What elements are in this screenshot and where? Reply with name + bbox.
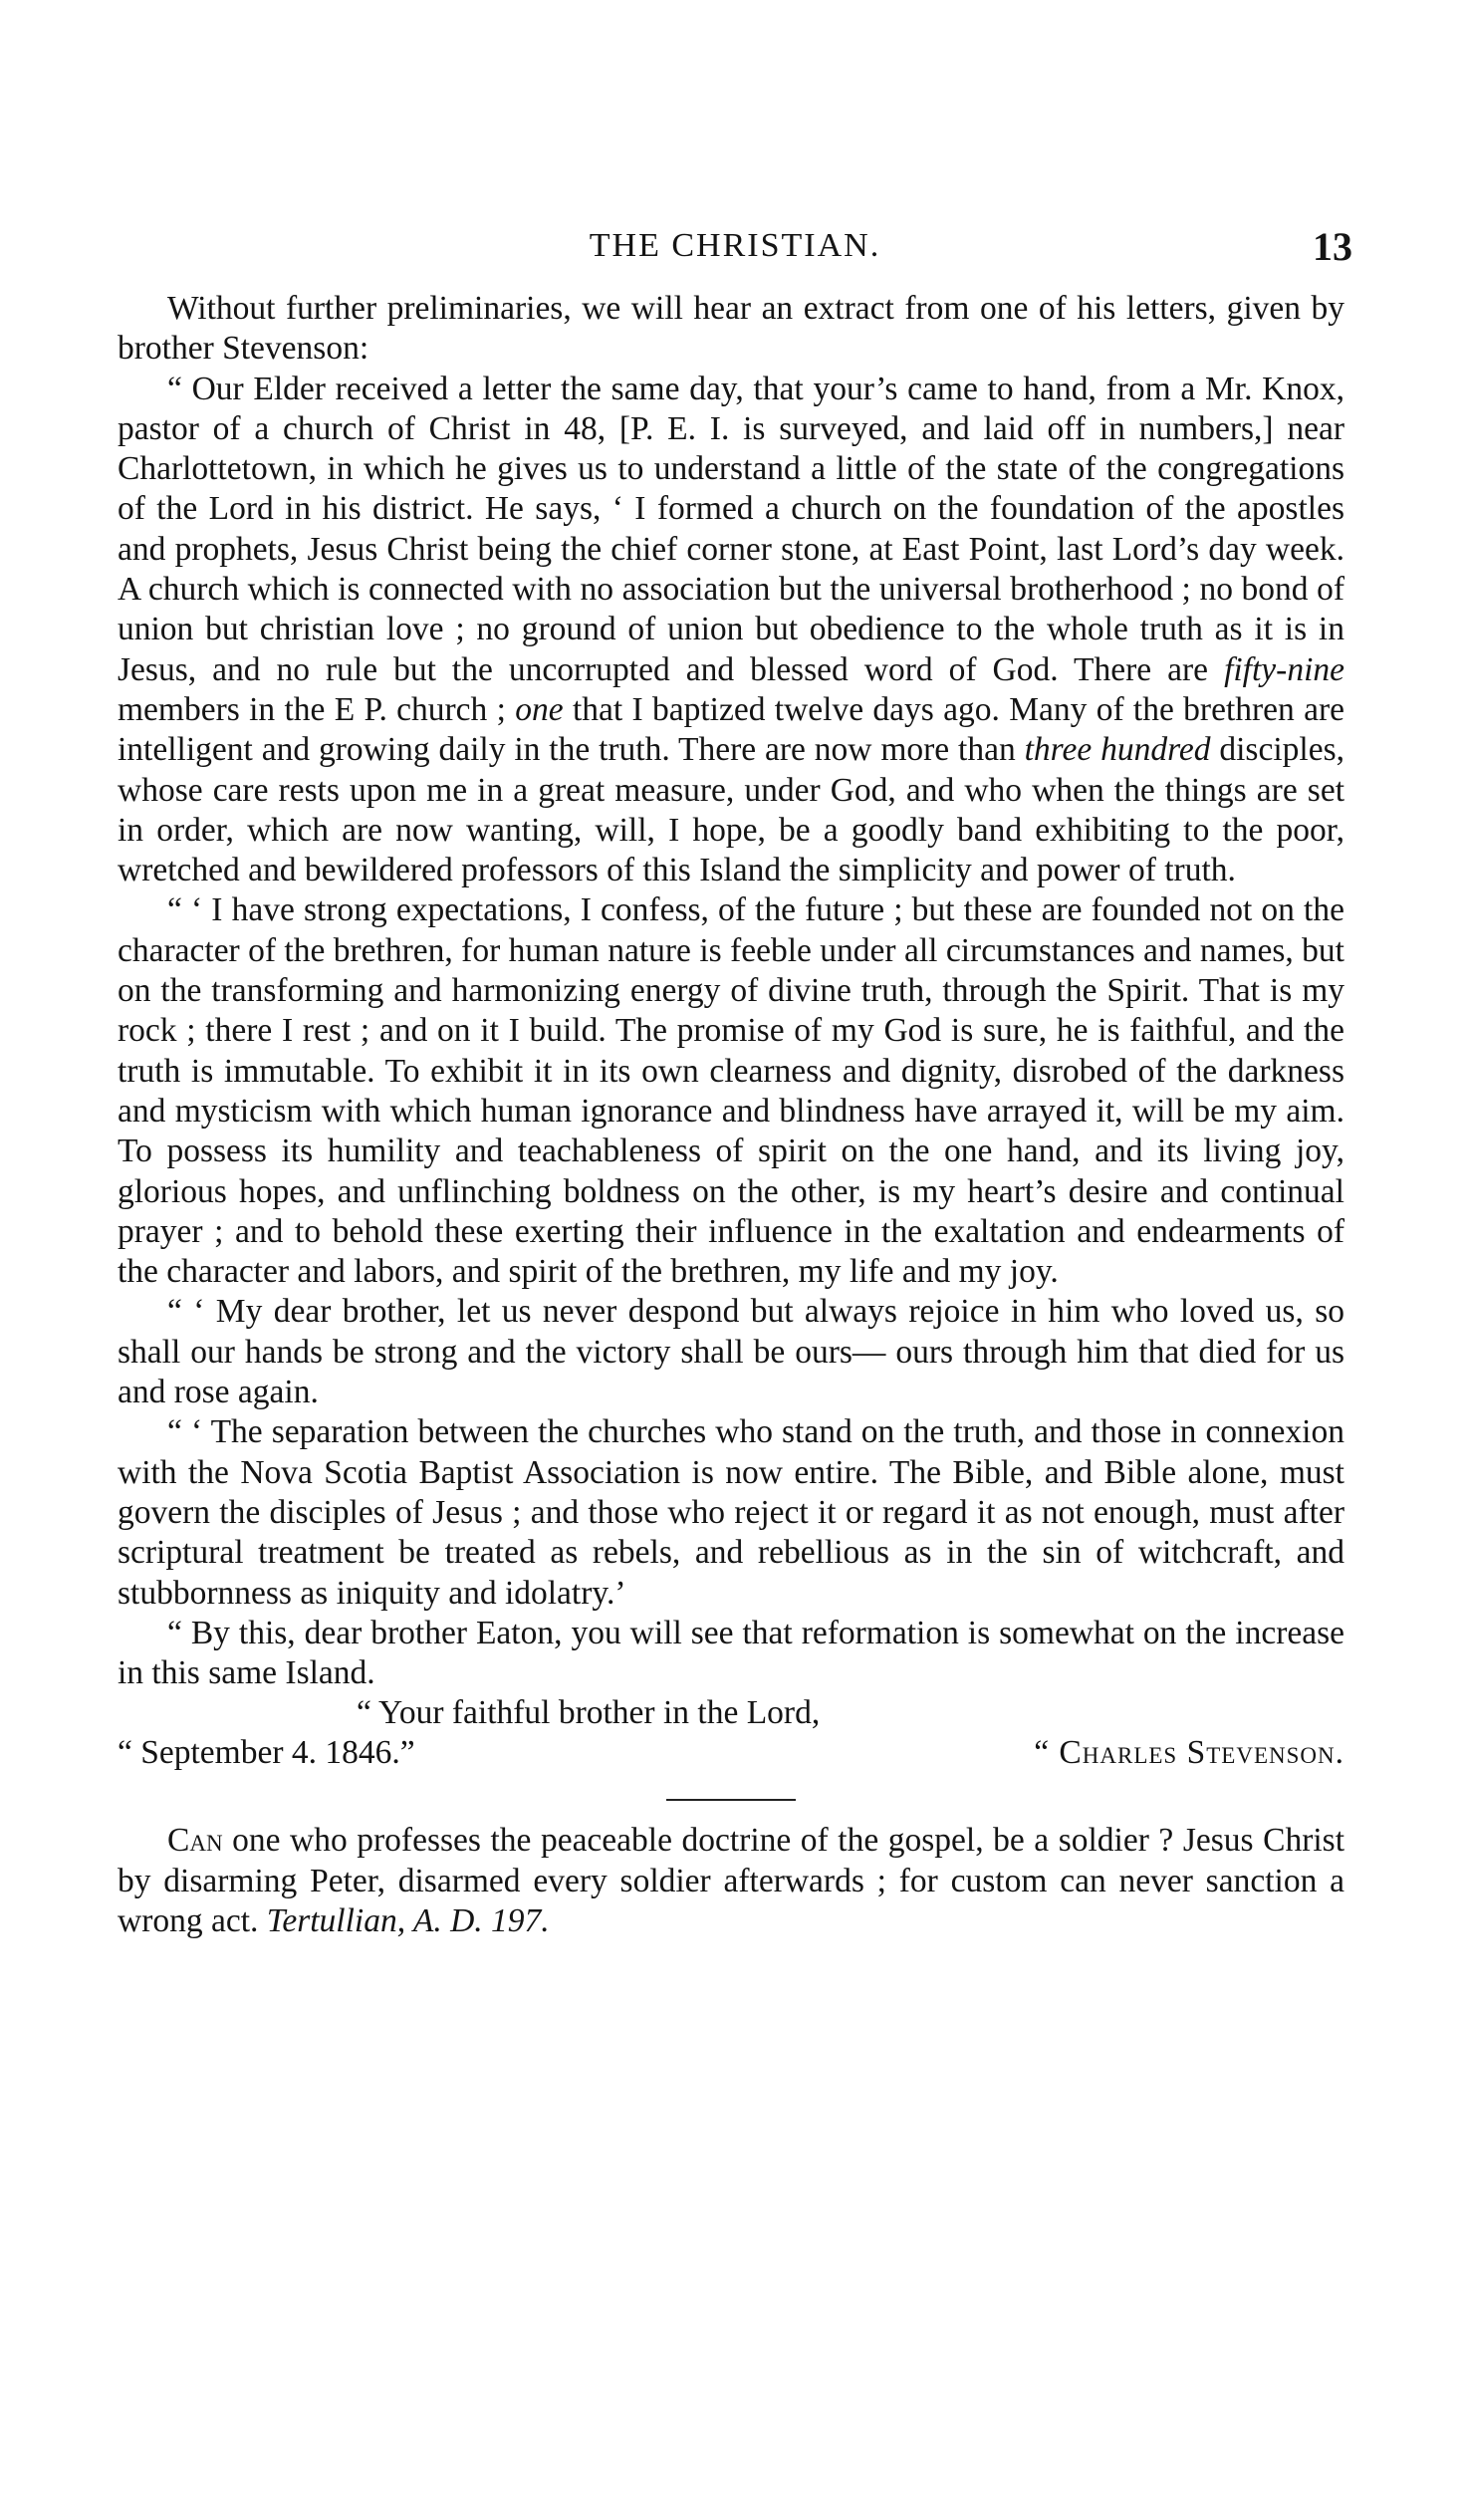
quotation-lead-word: Can: [167, 1822, 223, 1860]
quotation-block: [118, 1821, 1344, 1941]
letter-closing: [118, 1693, 1344, 1733]
letter-signature: “ Charles Stevenson.: [1034, 1734, 1344, 1772]
running-head: THE CHRISTIAN.: [589, 227, 881, 264]
letter-paragraph-4: “ ‘ The separation between the churches who stand on the truth, and those in connexion with the Nova Scotia Baptist Association is now entire. The Bible, and Bible alone, must govern the disciples of Jesus ; and those who reject it or regard it as not enough, must after scriptural treatment be treated as rebels, and rebellious as in the sin of witchcraft, and stubbornness as iniquity and idolatry.’: [118, 1413, 1344, 1612]
letter-paragraph-1: [118, 370, 1344, 891]
letter-paragraph-1-text: “ Our Elder received a letter the same day, that your’s came to hand, from a Mr. Knox, pastor of a church of Christ in 48, [P. E. I. is surveyed, and laid off in numbers,] near Charlottetown, in which he gives us to understand a little of the state of the congregations of the Lord in his district. He says, ‘ I formed a church on the foundation of the apostles and prophets, Jesus Christ being the chief corner stone, at East Point, last Lord’s day week. A church which is connected with no association but the universal brotherhood ; no bond of union but christian love ; no ground of union but obedience to the whole truth as it is in Jesus, and no rule but the uncorrupted and blessed word of God. There are: [118, 370, 1344, 688]
intro-paragraph: Without further preliminaries, we will hear an extract from one of his letters, given by brother Stevenson:: [118, 290, 1344, 368]
section-divider: [666, 1799, 796, 1801]
quotation-text: one who professes the peaceable doctrine of the gospel, be a soldier ? Jesus Christ by disarming Peter, disarmed every soldier afterwards ; for custom can never sanction a wrong act.: [118, 1822, 1344, 1939]
emphasis-fifty-nine: fifty-nine: [1224, 650, 1344, 688]
letter-paragraph-1-cont-c: disciples, whose care rests upon me in a great measure, under God, and who when the things are set in order, which are now wanting, will, I hope, be a goodly band exhibiting to the poor, wretched and bewildered professors of this Island the simplicity and power of truth.: [118, 731, 1344, 889]
letter-date: “ September 4. 1846.”: [118, 1734, 415, 1772]
letter-paragraph-2: “ ‘ I have strong expectations, I confess, of the future ; but these are founded not on the character of the brethren, for human nature is feeble under all circumstances and names, but on the transforming and harmonizing energy of divine truth, through the Spirit. That is my rock ; there I rest ; and on it I build. The promise of my God is sure, he is faithful, and the truth is immutable. To exhibit it in its own clearness and dignity, disrobed of the darkness and mysticism with which human ignorance and blindness have arrayed it, will be my aim. To possess its humility and teachableness of spirit on the one hand, and its living joy, glorious hopes, and unflinching boldness on the other, is my heart’s desire and continual prayer ; and to behold these exerting their influence in the exaltation and endearments of the character and labors, and spirit of the brethren, my life and my joy.: [118, 891, 1344, 1291]
letter-paragraph-1-cont-a: members in the E P. church ;: [118, 690, 516, 728]
letter-paragraph-1-cont-b: that I baptized twelve days ago. Many of the brethren are intelligent and growing daily in the truth. There are now more than: [118, 690, 1344, 769]
letter-paragraph-5: “ By this, dear brother Eaton, you will see that reformation is somewhat on the increase in this same Island.: [118, 1614, 1344, 1692]
emphasis-three-hundred: three hundred: [1024, 731, 1211, 769]
quotation-attribution: Tertullian, A. D. 197.: [266, 1901, 550, 1939]
emphasis-one: one: [515, 690, 564, 728]
closing-line: “ Your faithful brother in the Lord,: [357, 1694, 821, 1732]
page-number: 13: [1313, 224, 1352, 269]
page-body: [118, 289, 1344, 1941]
date-signature-row: [118, 1733, 1344, 1773]
page-header: [118, 224, 1352, 275]
letter-paragraph-3: “ ‘ My dear brother, let us never despond but always rejoice in him who loved us, so shall our hands be strong and the victory shall be ours— ours through him that died for us and rose again.: [118, 1293, 1344, 1411]
quotation-paragraph: [118, 1821, 1344, 1941]
